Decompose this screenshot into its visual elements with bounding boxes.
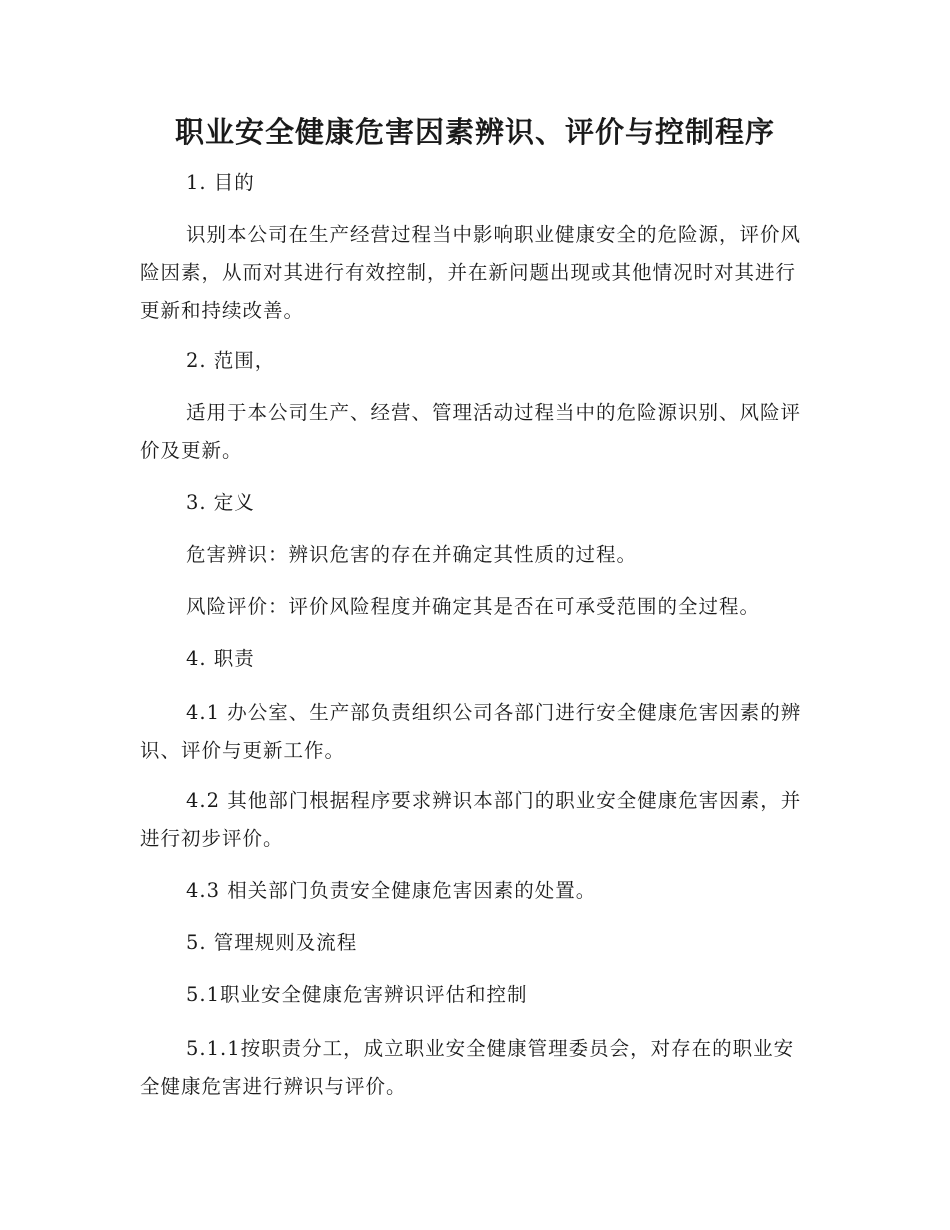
- document-title: 职业安全健康危害因素辨识、评价与控制程序: [174, 115, 775, 149]
- section-heading-definitions: 3. 定义: [186, 491, 255, 514]
- paragraph-responsibility-4-3: 4.3 相关部门负责安全健康危害因素的处置。: [186, 879, 597, 902]
- paragraph-definition-hazard: 危害辨识：辨识危害的存在并确定其性质的过程。: [186, 543, 638, 566]
- paragraph-definition-risk: 风险评价：评价风险程度并确定其是否在可承受范围的全过程。: [186, 595, 761, 618]
- section-heading-purpose: 1. 目的: [186, 171, 255, 194]
- paragraph-responsibility-4-2: 4.2 其他部门根据程序要求辨识本部门的职业安全健康危害因素，并进行初步评价。: [140, 789, 802, 850]
- paragraph-purpose: 识别本公司在生产经营过程当中影响职业健康安全的危险源，评价风险因素，从而对其进行有效控制，并在新问题出现或其他情况时对其进行更新和持续改善。: [140, 223, 802, 322]
- section-heading-rules: 5. 管理规则及流程: [186, 931, 358, 954]
- section-heading-responsibilities: 4. 职责: [186, 647, 255, 670]
- section-heading-scope: 2. 范围，: [186, 349, 276, 372]
- paragraph-scope: 适用于本公司生产、经营、管理活动过程当中的危险源识别、风险评价及更新。: [140, 401, 802, 462]
- subsection-heading-5-1: 5.1职业安全健康危害辨识评估和控制: [186, 983, 528, 1006]
- paragraph-5-1-1: 5.1.1按职责分工，成立职业安全健康管理委员会，对存在的职业安全健康危害进行辨识与评价。: [140, 1037, 795, 1098]
- paragraph-responsibility-4-1: 4.1 办公室、生产部负责组织公司各部门进行安全健康危害因素的辨识、评价与更新工作。: [140, 701, 802, 762]
